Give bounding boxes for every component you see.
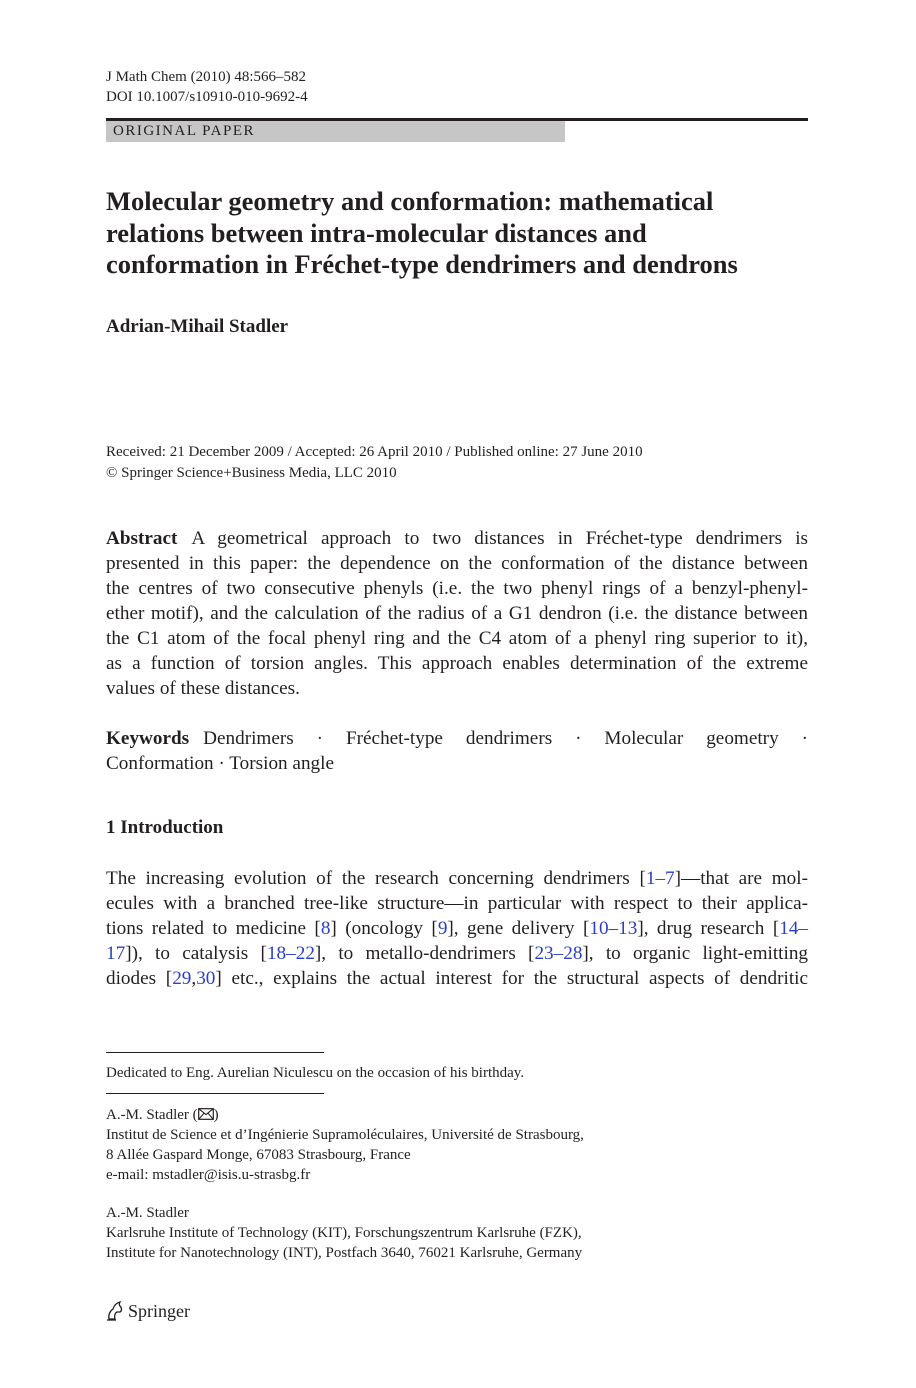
- title-line: conformation in Fréchet-type dendrimers and dendrons: [106, 249, 738, 279]
- springer-horse-icon: [106, 1301, 124, 1321]
- citation-link[interactable]: 9: [437, 918, 448, 939]
- footnote-rule: [106, 1093, 324, 1094]
- abstract: [106, 526, 808, 701]
- abstract-line: presented in this paper: the dependence on the conformation of the distance between: [106, 553, 808, 574]
- keywords-label: Keywords: [106, 728, 190, 749]
- abstract-line: A geometrical approach to two distances in Fréchet-type dendrimers is: [191, 528, 808, 549]
- publisher-logo: [106, 1299, 190, 1323]
- citation-link[interactable]: 30: [196, 968, 216, 989]
- citation-link[interactable]: 10–13: [589, 918, 638, 939]
- section-heading: 1 Introduction: [106, 817, 224, 838]
- keywords: [106, 726, 808, 776]
- intro-line: ecules with a branched tree-like structure—in particular with respect to their applica-: [106, 893, 808, 914]
- journal-header: [106, 67, 308, 107]
- doi: DOI 10.1007/s10910-010-9692-4: [106, 89, 308, 105]
- footnote-rule: [106, 1052, 324, 1053]
- abstract-label: Abstract: [106, 528, 178, 549]
- introduction-text: [106, 866, 808, 991]
- date-history: Received: 21 December 2009 / Accepted: 26 April 2010 / Published online: 27 June 2010: [106, 444, 643, 460]
- citation-link[interactable]: 14–: [779, 918, 808, 939]
- affiliation-line: 8 Allée Gaspard Monge, 67083 Strasbourg, France: [106, 1147, 411, 1163]
- envelope-icon: [198, 1108, 214, 1120]
- citation-link[interactable]: 1–7: [645, 868, 675, 889]
- citation-link[interactable]: 23–28: [534, 943, 583, 964]
- citation-link[interactable]: 29: [172, 968, 192, 989]
- affiliation-2: [106, 1203, 582, 1263]
- abstract-line: as a function of torsion angles. This approach enables determination of the extreme: [106, 653, 808, 674]
- publication-dates: [106, 442, 643, 484]
- title-line: Molecular geometry and conformation: mathematical: [106, 186, 714, 216]
- keywords-line: Conformation · Torsion angle: [106, 753, 334, 774]
- title-line: relations between intra-molecular distances and: [106, 217, 647, 248]
- intro-line: diodes [29,30] etc., explains the actual interest for the structural aspects of dendritic: [106, 968, 808, 989]
- citation-link[interactable]: 18–22: [266, 943, 315, 964]
- affiliation-line: Institut de Science et d’Ingénierie Supramoléculaires, Université de Strasbourg,: [106, 1127, 584, 1143]
- paper-title: [106, 186, 808, 281]
- affiliation-email[interactable]: e-mail: mstadler@isis.u-strasbg.fr: [106, 1167, 311, 1183]
- keywords-line: Dendrimers · Fréchet-type dendrimers · Molecular geometry ·: [203, 728, 808, 749]
- publisher-name: Springer: [128, 1301, 190, 1321]
- citation-link[interactable]: 17: [106, 943, 126, 964]
- citation-link[interactable]: 8: [320, 918, 331, 939]
- abstract-line: ether motif), and the calculation of the radius of a G1 dendron (i.e. the distance between: [106, 603, 808, 624]
- journal-citation: J Math Chem (2010) 48:566–582: [106, 69, 306, 85]
- intro-line: 17]), to catalysis [18–22], to metallo-dendrimers [23–28], to organic light-emitting: [106, 943, 809, 964]
- affiliation-line: Institute for Nanotechnology (INT), Postfach 3640, 76021 Karlsruhe, Germany: [106, 1245, 583, 1261]
- affiliation-1: A.-M. Stadler ( ) Institut de Science et d’Ingénierie Supramoléculaires, Université de Strasbourg, 8 Allée Gaspard Monge, 67083 Strasbourg, France e-mail: mstadler@isis.u-strasbg.fr: [106, 1107, 584, 1183]
- abstract-line: values of these distances.: [106, 678, 300, 699]
- affiliation-author: A.-M. Stadler: [106, 1205, 189, 1221]
- author-name: Adrian-Mihail Stadler: [106, 316, 289, 337]
- intro-line: The increasing evolution of the research concerning dendrimers [1–7]—that are mol-: [106, 868, 808, 889]
- affiliation-author: A.-M. Stadler (: [106, 1107, 198, 1123]
- article-type-badge: ORIGINAL PAPER: [106, 121, 565, 142]
- abstract-line: the C1 atom of the focal phenyl ring and the C4 atom of a phenyl ring superior to it),: [106, 628, 808, 649]
- copyright: © Springer Science+Business Media, LLC 2010: [106, 465, 397, 481]
- intro-line: tions related to medicine [8] (oncology [9], gene delivery [10–13], drug research [14–: [106, 918, 808, 939]
- affiliation-line: Karlsruhe Institute of Technology (KIT), Forschungszentrum Karlsruhe (FZK),: [106, 1225, 582, 1241]
- abstract-line: the centres of two consecutive phenyls (i.e. the two phenyl rings of a benzyl-phenyl-: [106, 578, 808, 599]
- dedication-note: Dedicated to Eng. Aurelian Niculescu on the occasion of his birthday.: [106, 1065, 525, 1081]
